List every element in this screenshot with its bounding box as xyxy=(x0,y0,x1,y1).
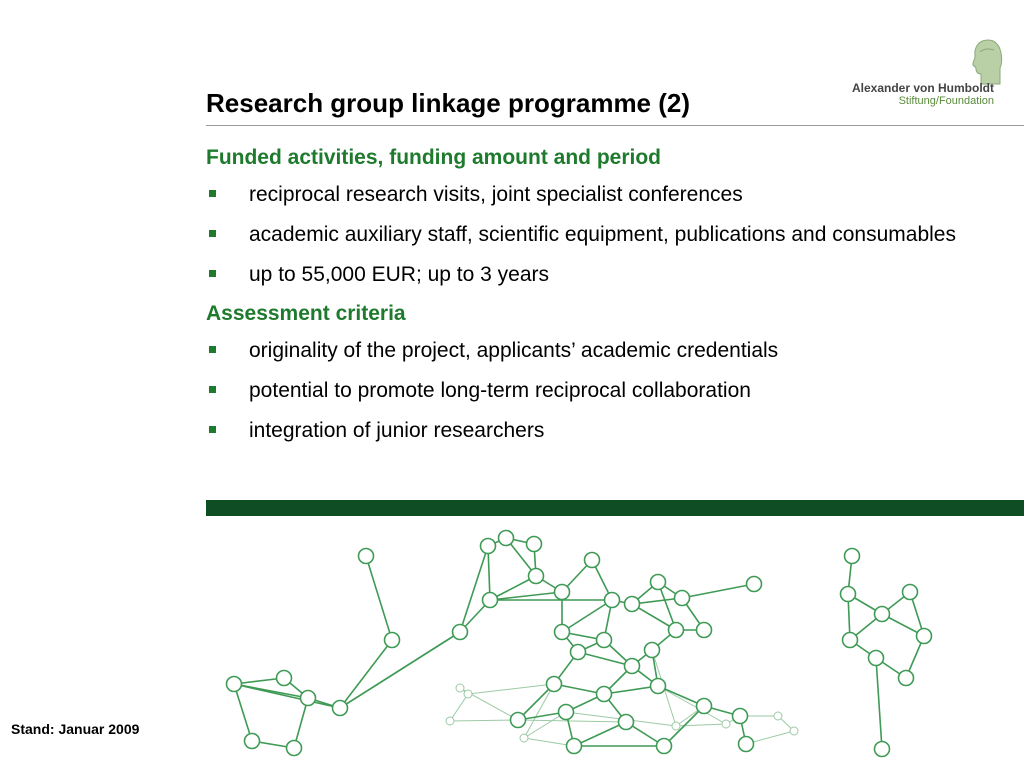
network-node xyxy=(464,690,472,698)
network-node xyxy=(790,727,798,735)
network-node xyxy=(875,607,890,622)
footer-date: Stand: Januar 2009 xyxy=(11,721,140,737)
network-edge xyxy=(524,684,554,738)
network-node xyxy=(675,591,690,606)
network-node xyxy=(277,671,292,686)
bullet-list-assessment xyxy=(206,336,986,446)
bullet-text: up to 55,000 EUR; up to 3 years xyxy=(249,263,550,286)
bullet-square-icon xyxy=(209,346,216,353)
network-node xyxy=(697,623,712,638)
network-edge xyxy=(664,706,704,746)
network-node xyxy=(657,739,672,754)
network-node xyxy=(245,734,260,749)
network-node xyxy=(481,539,496,554)
network-edge xyxy=(682,584,754,598)
bullet-text: integration of junior researchers xyxy=(249,419,545,442)
logo-name: Alexander von Humboldt xyxy=(851,81,994,95)
network-node xyxy=(227,677,242,692)
network-edge xyxy=(460,546,488,632)
network-node xyxy=(899,671,914,686)
network-node xyxy=(597,633,612,648)
network-node xyxy=(529,569,544,584)
network-node xyxy=(571,645,586,660)
bullet-square-icon xyxy=(209,426,216,433)
network-edge xyxy=(366,556,392,640)
network-node xyxy=(520,734,528,742)
network-node xyxy=(733,709,748,724)
network-node xyxy=(559,705,574,720)
network-edge xyxy=(340,632,460,708)
bullet-square-icon xyxy=(209,190,216,197)
network-node xyxy=(875,742,890,757)
network-node xyxy=(669,623,684,638)
bullet-list-funded xyxy=(206,180,986,290)
network-node xyxy=(453,625,468,640)
list-item xyxy=(206,416,986,446)
slide-content xyxy=(206,144,986,456)
network-node xyxy=(359,549,374,564)
network-node xyxy=(499,531,514,546)
network-node xyxy=(651,575,666,590)
network-node xyxy=(903,585,918,600)
network-node xyxy=(547,677,562,692)
bullet-text: originality of the project, applicants’ academic credentials xyxy=(249,339,779,362)
bullet-text: potential to promote long-term reciprocal collaboration xyxy=(249,379,751,402)
network-edge xyxy=(234,684,340,708)
bullet-square-icon xyxy=(209,270,216,277)
network-node xyxy=(645,643,660,658)
network-node xyxy=(625,659,640,674)
slide-title: Research group linkage programme (2) xyxy=(206,88,691,118)
bullet-square-icon xyxy=(209,386,216,393)
network-graph-icon xyxy=(206,516,1024,768)
network-node xyxy=(774,712,782,720)
network-node xyxy=(585,553,600,568)
logo-subtitle: Stiftung/Foundation xyxy=(898,95,994,107)
network-node xyxy=(841,587,856,602)
list-item xyxy=(206,180,986,210)
bullet-text: reciprocal research visits, joint specialist conferences xyxy=(249,183,743,206)
network-node xyxy=(672,722,680,730)
green-divider-band xyxy=(206,500,1024,516)
bullet-square-icon xyxy=(209,230,216,237)
network-node xyxy=(722,720,730,728)
network-node xyxy=(869,651,884,666)
section-heading-assessment: Assessment criteria xyxy=(206,302,406,325)
humboldt-logo xyxy=(851,38,1018,118)
network-node xyxy=(483,593,498,608)
network-node xyxy=(555,625,570,640)
list-item xyxy=(206,260,986,290)
network-node xyxy=(845,549,860,564)
network-node xyxy=(555,585,570,600)
network-edge xyxy=(562,600,612,632)
network-edge xyxy=(468,684,554,694)
network-node xyxy=(456,684,464,692)
network-edge xyxy=(490,592,562,600)
network-node xyxy=(739,737,754,752)
network-node xyxy=(301,691,316,706)
network-node xyxy=(697,699,712,714)
network-node xyxy=(625,597,640,612)
bullet-text: academic auxiliary staff, scientific equipment, publications and consumables xyxy=(249,223,956,246)
network-node xyxy=(446,717,454,725)
network-node xyxy=(843,633,858,648)
network-node xyxy=(567,739,582,754)
list-item xyxy=(206,376,986,406)
humboldt-portrait-icon xyxy=(968,38,1004,86)
network-node xyxy=(747,577,762,592)
network-edge xyxy=(518,720,626,722)
list-item xyxy=(206,220,986,250)
network-node xyxy=(651,679,666,694)
network-node xyxy=(333,701,348,716)
title-divider xyxy=(206,125,1024,126)
network-node xyxy=(917,629,932,644)
network-node xyxy=(597,687,612,702)
network-node xyxy=(605,593,620,608)
network-edge xyxy=(450,720,518,721)
network-node xyxy=(385,633,400,648)
network-edge xyxy=(450,694,468,721)
network-edge xyxy=(876,658,882,749)
list-item xyxy=(206,336,986,366)
network-node xyxy=(511,713,526,728)
network-node xyxy=(527,537,542,552)
network-node xyxy=(287,741,302,756)
network-edge xyxy=(340,640,392,708)
network-node xyxy=(619,715,634,730)
section-heading-funded: Funded activities, funding amount and period xyxy=(206,146,662,169)
network-edge xyxy=(234,684,252,741)
network-edge xyxy=(574,722,626,746)
